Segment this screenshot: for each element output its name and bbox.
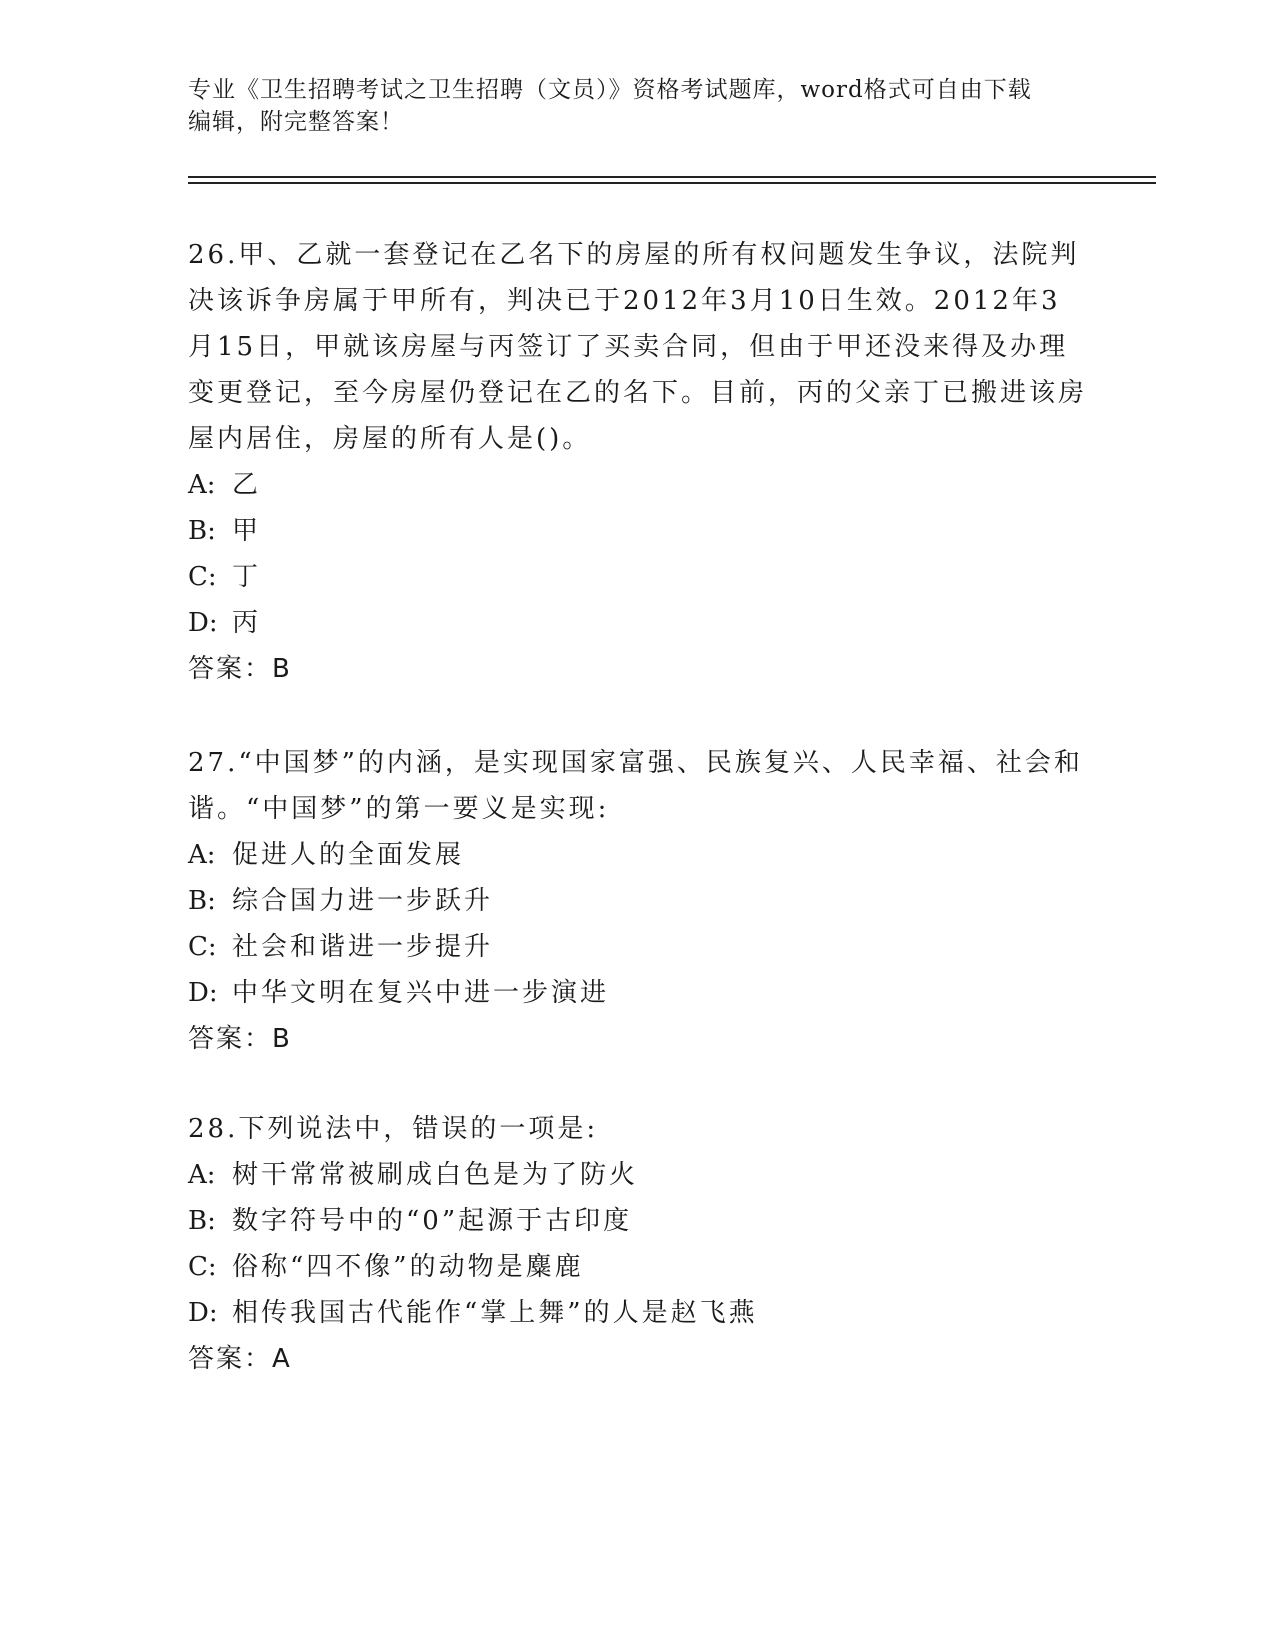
option-text: 中华文明在复兴中进一步演进 — [232, 978, 610, 1008]
option-text: 乙 — [232, 470, 262, 500]
option-b — [188, 1198, 1088, 1244]
option-key: A: — [188, 1160, 216, 1190]
question-stem: 27.“中国梦”的内涵，是实现国家富强、民族复兴、人民幸福、社会和谐。“中国梦”的第一要义是实现: — [188, 748, 1083, 824]
option-key: D: — [188, 978, 218, 1008]
answer-line: 答案：B — [188, 1024, 292, 1054]
question-26 — [188, 232, 1088, 692]
option-key: C: — [188, 932, 217, 962]
option-text: 丁 — [232, 562, 262, 592]
option-key: B: — [188, 886, 216, 916]
option-key: A: — [188, 840, 216, 870]
header-line-2: 编辑，附完整答案！ — [188, 109, 404, 135]
option-key: B: — [188, 1206, 216, 1236]
option-d — [188, 1290, 1088, 1336]
option-c — [188, 1244, 1088, 1290]
answer-line: 答案：B — [188, 654, 292, 684]
option-key: C: — [188, 562, 217, 592]
option-b — [188, 878, 1088, 924]
question-28 — [188, 1106, 1088, 1382]
header-divider-top — [188, 176, 1156, 178]
option-d — [188, 970, 1088, 1016]
question-stem: 28.下列说法中，错误的一项是: — [188, 1114, 599, 1144]
option-key: C: — [188, 1252, 217, 1282]
option-text: 树干常常被刷成白色是为了防火 — [232, 1160, 639, 1190]
option-text: 综合国力进一步跃升 — [232, 886, 494, 916]
header-line-1: 专业《卫生招聘考试之卫生招聘（文员）》资格考试题库，word格式可自由下载 — [188, 77, 1032, 103]
option-text: 甲 — [232, 516, 262, 546]
answer-line: 答案：A — [188, 1344, 292, 1374]
option-key: A: — [188, 470, 216, 500]
option-text: 数字符号中的“0”起源于古印度 — [232, 1206, 633, 1236]
option-text: 社会和谐进一步提升 — [232, 932, 494, 962]
header-divider-bottom — [188, 182, 1156, 184]
question-stem: 26.甲、乙就一套登记在乙名下的房屋的所有权问题发生争议，法院判决该诉争房属于甲所有，判决已于2012年3月10日生效。2012年3月15日，甲就该房屋与丙签订了买卖合同，但由于甲还没来得及办理变更登记，至今房屋仍登记在乙的名下。目前，丙的父亲丁已搬进该房屋内居住，房屋的所有人是()。 — [188, 240, 1088, 454]
option-text: 促进人的全面发展 — [232, 840, 465, 870]
option-key: D: — [188, 608, 218, 638]
option-text: 丙 — [232, 608, 262, 638]
document-header — [188, 74, 1088, 138]
option-a — [188, 832, 1088, 878]
option-a — [188, 1152, 1088, 1198]
option-c — [188, 924, 1088, 970]
option-c — [188, 554, 1088, 600]
option-text: 相传我国古代能作“掌上舞”的人是赵飞燕 — [232, 1298, 758, 1328]
option-b — [188, 508, 1088, 554]
option-text: 俗称“四不像”的动物是麋鹿 — [232, 1252, 584, 1282]
question-27 — [188, 740, 1088, 1062]
option-d — [188, 600, 1088, 646]
option-a — [188, 462, 1088, 508]
option-key: B: — [188, 516, 216, 546]
option-key: D: — [188, 1298, 218, 1328]
